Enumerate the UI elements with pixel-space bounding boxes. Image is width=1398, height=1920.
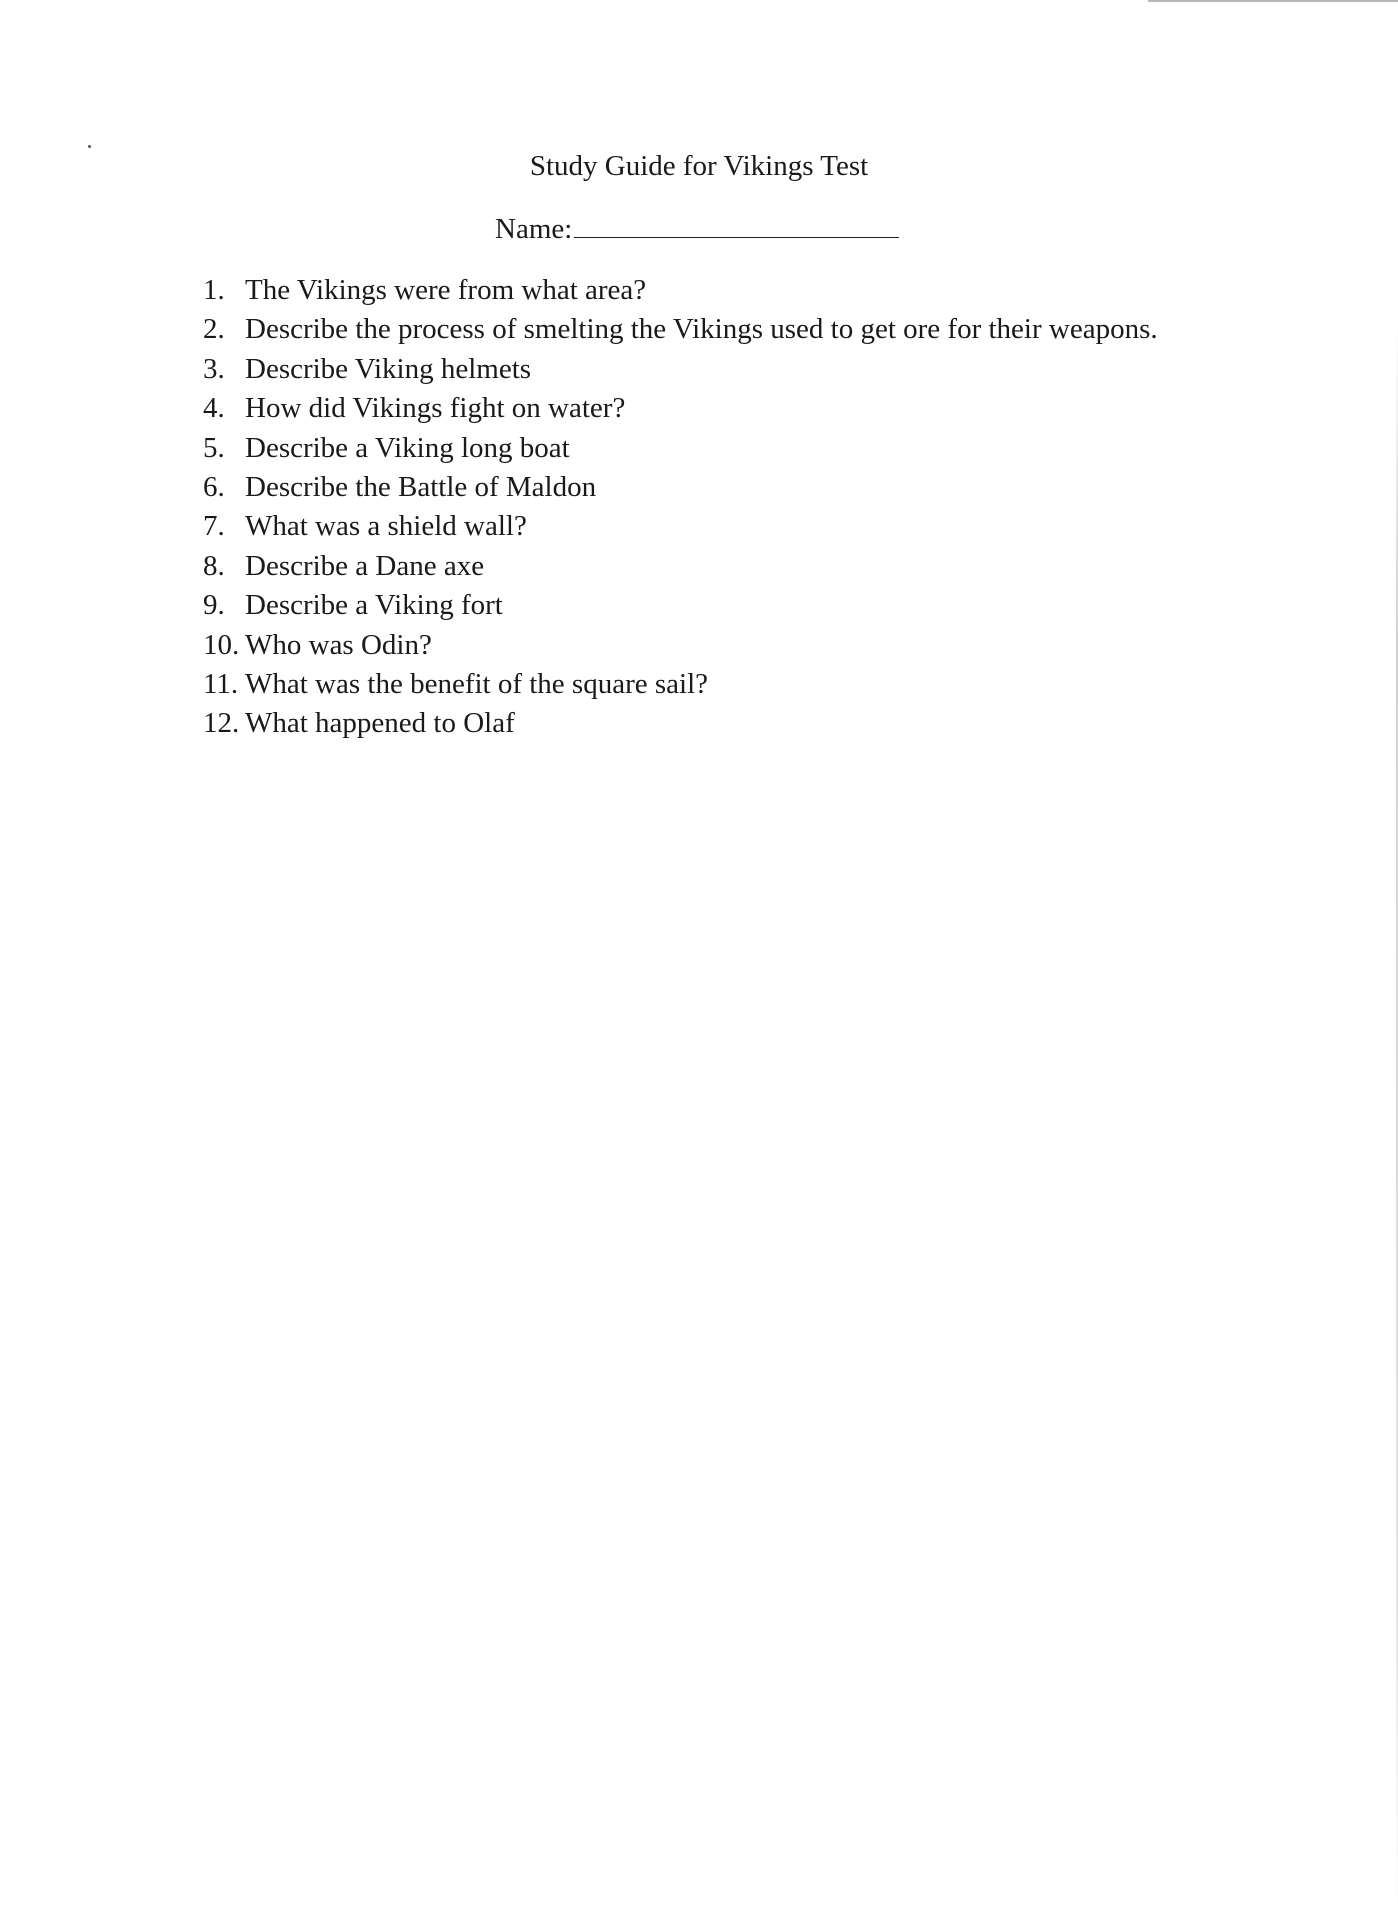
question-text: How did Vikings fight on water?	[245, 392, 626, 425]
question-text: What was the benefit of the square sail?	[245, 667, 709, 700]
question-item	[203, 547, 1158, 586]
scan-edge-mark-top	[1148, 0, 1398, 2]
question-number: 5.	[203, 431, 225, 464]
question-item	[203, 389, 1158, 428]
question-item	[203, 310, 1158, 349]
question-number: 9.	[203, 589, 225, 622]
question-item	[203, 271, 1158, 310]
name-label: Name:	[495, 213, 573, 245]
question-item	[203, 626, 1158, 665]
page-title-text: Study Guide for Vikings Test	[529, 150, 869, 182]
question-text: The Vikings were from what area?	[245, 274, 647, 306]
name-blank-line	[574, 236, 899, 238]
question-item	[203, 429, 1158, 468]
question-number: 10.	[203, 628, 240, 661]
question-number: 4.	[203, 392, 225, 425]
question-text: Describe Viking helmets	[245, 352, 532, 385]
page-title	[0, 148, 1398, 184]
question-item	[203, 507, 1158, 546]
question-text: Who was Odin?	[245, 628, 432, 661]
question-text: Describe a Dane axe	[245, 549, 485, 582]
question-text: What happened to Olaf	[245, 707, 515, 740]
question-text: Describe a Viking long boat	[245, 431, 570, 464]
question-item	[203, 468, 1158, 507]
question-number: 7.	[203, 510, 225, 543]
question-number: 3.	[203, 352, 225, 385]
question-text: Describe the process of smelting the Vikings used to get ore for their weapons.	[245, 313, 1158, 346]
question-list	[203, 271, 1158, 744]
question-item	[203, 350, 1158, 389]
question-text: Describe the Battle of Maldon	[245, 470, 597, 503]
question-number: 11.	[203, 667, 239, 700]
question-number: 6.	[203, 470, 225, 503]
question-item	[203, 704, 1158, 743]
question-number: 12.	[203, 707, 240, 740]
question-number: 2.	[203, 313, 225, 346]
question-number: 1.	[203, 274, 225, 306]
question-item	[203, 586, 1158, 625]
question-text: What was a shield wall?	[245, 510, 527, 543]
question-item	[203, 665, 1158, 704]
name-field-row	[495, 211, 899, 247]
question-number: 8.	[203, 549, 225, 582]
question-text: Describe a Viking fort	[245, 589, 503, 622]
